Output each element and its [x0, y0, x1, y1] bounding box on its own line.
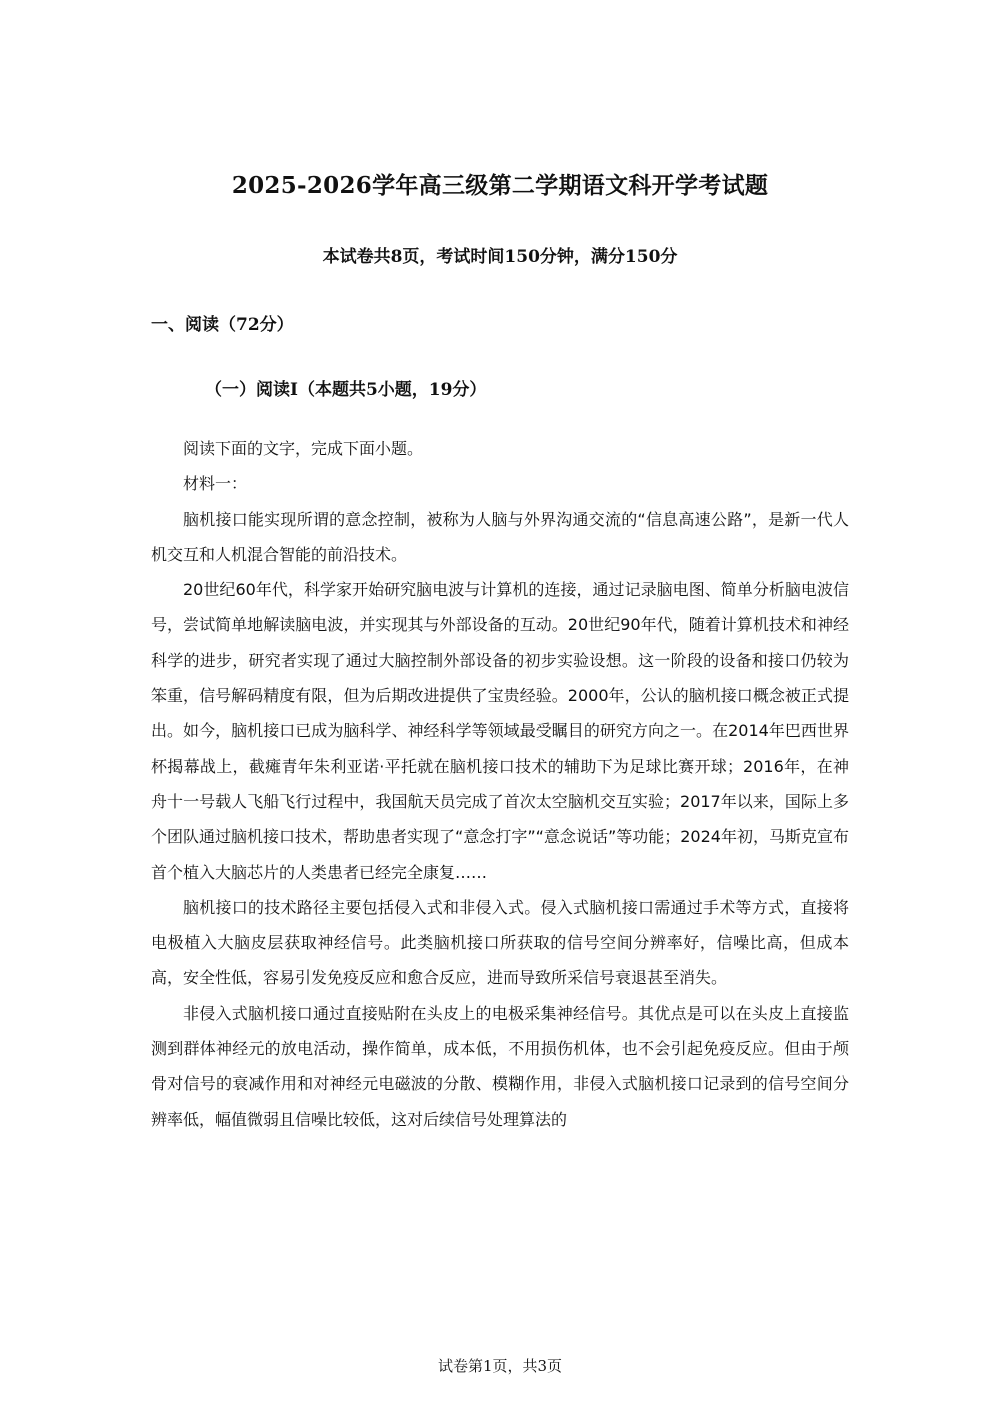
exam-instructions: 本试卷共8页，考试时间150分钟，满分150分 [322, 247, 678, 267]
paragraph: 脑机接口的技术路径主要包括侵入式和非侵入式。侵入式脑机接口需通过手术等方式，直接将电极植入大脑皮层获取神经信号。此类脑机接口所获取的信号空间分辨率好，信噪比高，但成本高，安全性低，容易引发免疫反应和愈合反应，进而导致所采信号衰退甚至消失。 [151, 897, 849, 988]
section-heading: 一、阅读（72分） [151, 315, 294, 335]
subsection-heading: （一）阅读I（本题共5小题，19分） [205, 380, 487, 400]
paragraph: 20世纪60年代，科学家开始研究脑电波与计算机的连接，通过记录脑电图、简单分析脑电波信号，尝试简单地解读脑电波，并实现其与外部设备的互动。20世纪90年代，随着计算机技术和神经科学的进步，研究者实现了通过大脑控制外部设备的初步实验设想。这一阶段的设备和接口仍较为笨重，信号解码精度有限，但为后期改进提供了宝贵经验。2000年，公认的脑机接口概念被正式提出。如今，脑机接口已成为脑科学、神经科学等领域最受瞩目的研究方向之一。在2014年巴西世界杯揭幕战上，截瘫青年朱利亚诺·平托就在脑机接口技术的辅助下为足球比赛开球；2016年，在神舟十一号载人飞船飞行过程中，我国航天员完成了首次太空脑机交互实验；2017年以来，国际上多个团队通过脑机接口技术，帮助患者实现了“意念打字”“意念说话”等功能；2024年初，马斯克宣布首个植入大脑芯片的人类患者已经完全康复…… [151, 580, 849, 882]
paragraph-instruction: 阅读下面的文字，完成下面小题。 [183, 439, 424, 458]
page-footer: 试卷第1页，共3页 [437, 1357, 563, 1375]
paragraph: 脑机接口能实现所谓的意念控制，被称为人脑与外界沟通交流的“信息高速公路”，是新一代人机交互和人机混合智能的前沿技术。 [151, 509, 849, 564]
reading-passage [151, 431, 849, 1137]
paragraph: 非侵入式脑机接口通过直接贴附在头皮上的电极采集神经信号。其优点是可以在头皮上直接监测到群体神经元的放电活动，操作简单，成本低，不用损伤机体，也不会引起免疫反应。但由于颅骨对信号的衰减作用和对神经元电磁波的分散、模糊作用，非侵入式脑机接口记录到的信号空间分辨率低，幅值微弱且信噪比较低，这对后续信号处理算法的 [151, 1003, 849, 1129]
exam-title: 2025-2026学年高三级第二学期语文科开学考试题 [231, 172, 769, 199]
paragraph-material-label: 材料一： [183, 474, 248, 494]
